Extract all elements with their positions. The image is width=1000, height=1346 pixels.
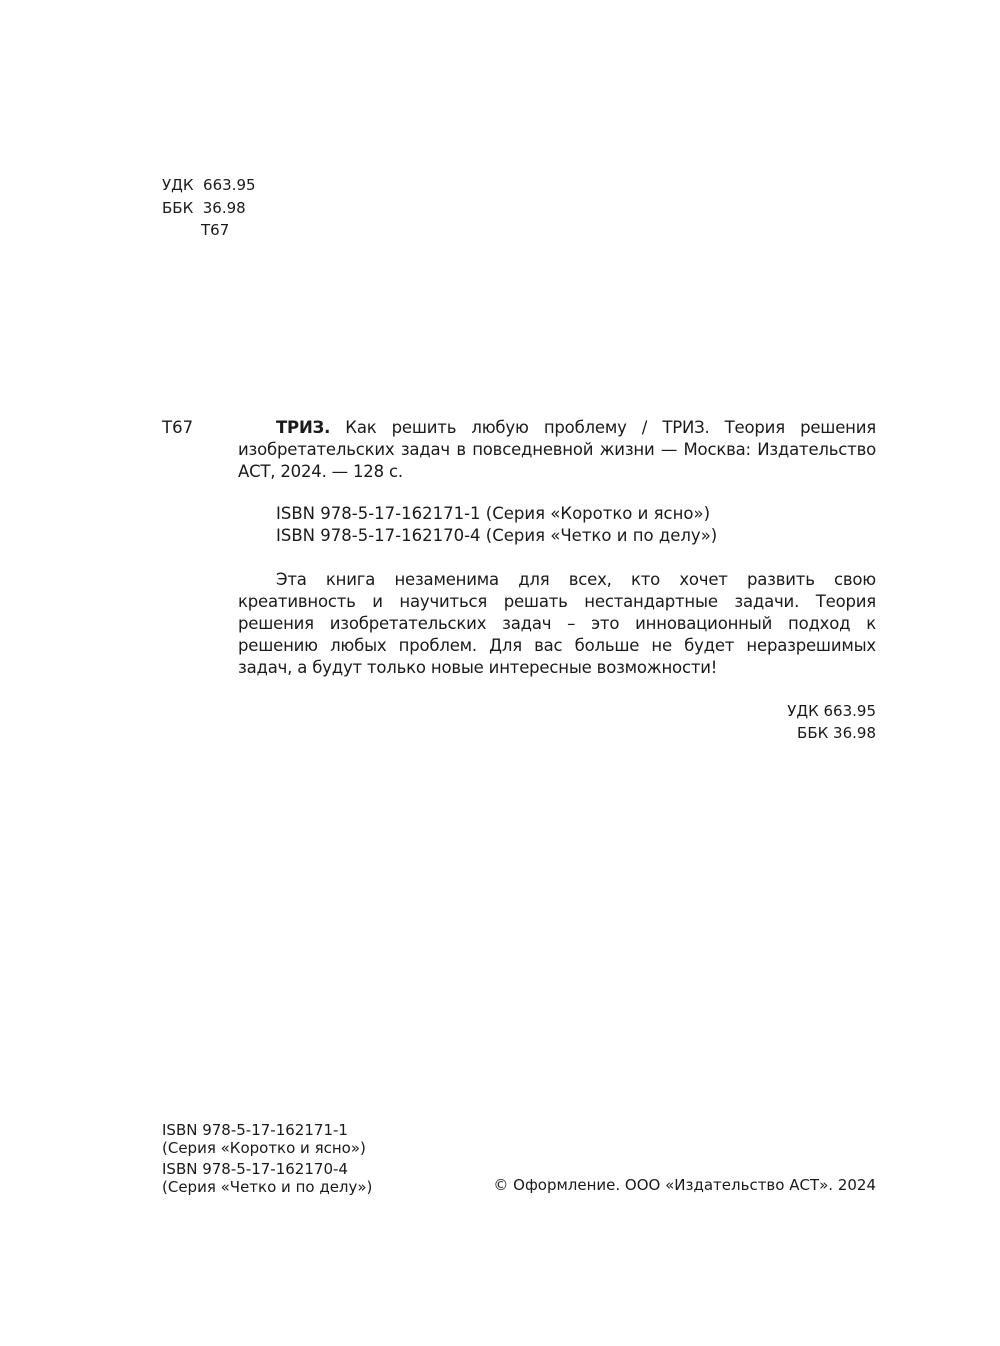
footer-isbn-2: ISBN 978-5-17-162170-4 — [162, 1160, 348, 1178]
annotation: Эта книга незаменима для всех, кто хочет развить свою креативность и научиться решать нестандартные задачи. Теория решения изобретательских задач – это инновационный подход к решению любых проблем. Для вас больше не будет неразрешимых задач, а будут только новые интересные возможности! — [238, 570, 876, 677]
card-isbn-2: ISBN 978-5-17-162170-4 (Серия «Четко и по делу») — [276, 526, 718, 545]
footer-series-2: (Серия «Четко и по делу») — [162, 1178, 373, 1196]
bibliographic-record — [238, 417, 876, 483]
bibliographic-description: Как решить любую проблему / ТРИЗ. Теория решения изобретательских задач в повседневной жизни — Москва: Издательство АСТ, 2024. — 128 с. — [238, 418, 876, 481]
card-bbk: ББК 36.98 — [797, 724, 876, 742]
card-isbn-1: ISBN 978-5-17-162171-1 (Серия «Коротко и ясно») — [276, 504, 711, 523]
card-udk: УДК 663.95 — [787, 702, 876, 720]
footer-isbn-1: ISBN 978-5-17-162171-1 — [162, 1121, 348, 1139]
book-title: ТРИЗ. — [276, 418, 331, 437]
card-author-mark: Т67 — [162, 418, 194, 437]
footer-series-1: (Серия «Коротко и ясно») — [162, 1139, 366, 1157]
bbk-code: ББК 36.98 — [162, 199, 246, 217]
author-mark: Т67 — [201, 221, 230, 239]
copyright-notice: © Оформление. ООО «Издательство АСТ». 2024 — [493, 1176, 876, 1194]
udk-code: УДК 663.95 — [162, 176, 256, 194]
